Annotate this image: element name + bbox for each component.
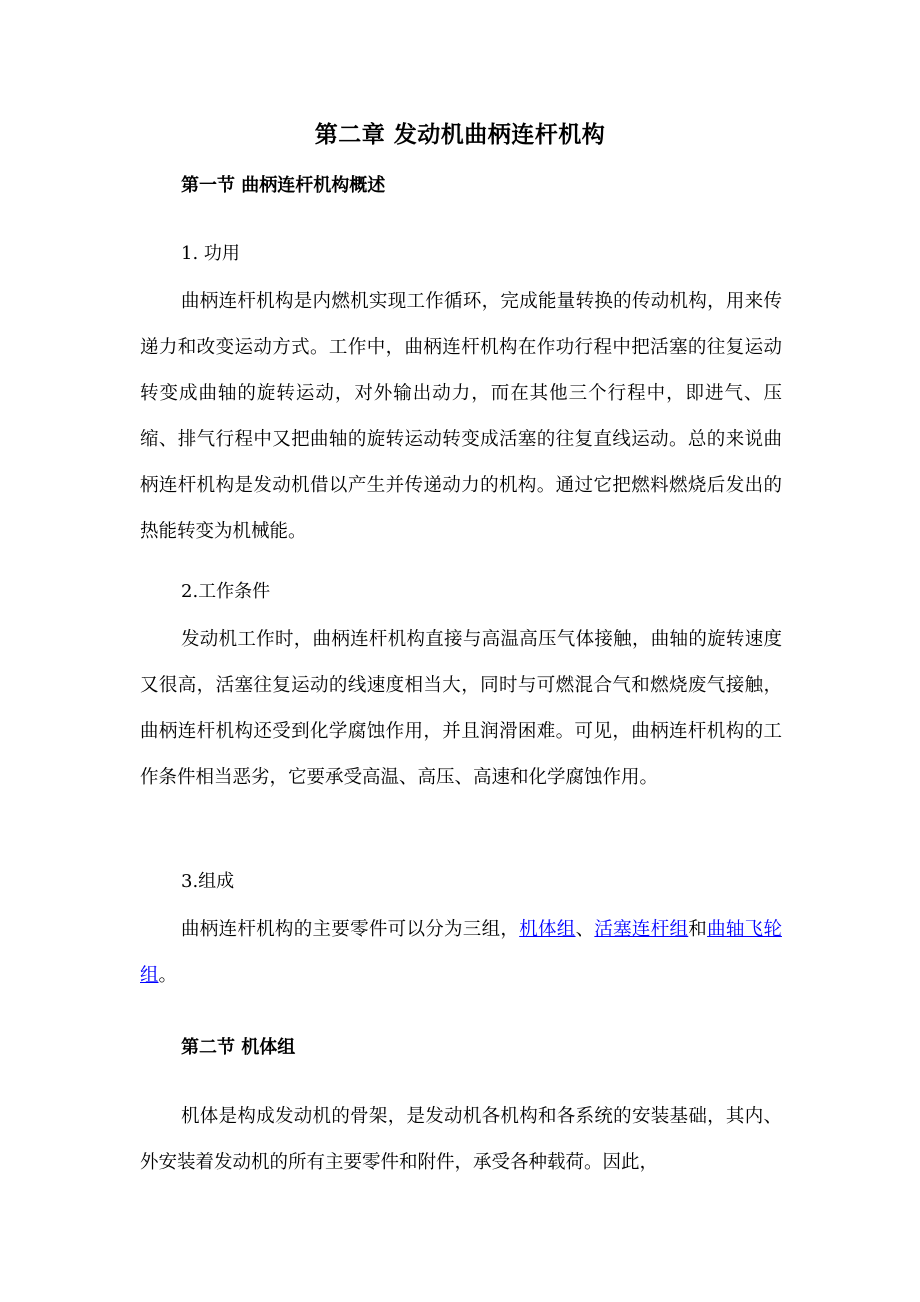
paragraph-composition [140, 907, 782, 999]
link-crankshaft-flywheel-group[interactable]: 曲轴飞轮组 [140, 919, 782, 986]
subheading-function: 1. 功用 [181, 243, 240, 264]
subheading-composition: 3.组成 [181, 871, 235, 892]
composition-text-4: 。 [158, 965, 178, 986]
chapter-title: 第二章 发动机曲柄连杆机构 [314, 122, 606, 148]
link-engine-block-group[interactable]: 机体组 [519, 919, 576, 940]
paragraph-function: 曲柄连杆机构是内燃机实现工作循环，完成能量转换的传动机构，用来传递力和改变运动方式。工作中，曲柄连杆机构在作功行程中把活塞的往复运动转变成曲轴的旋转运动，对外输出动力，而在其他三个行程中，即进气、压缩、排气行程中又把曲轴的旋转运动转变成活塞的往复直线运动。总的来说曲柄连杆机构是发动机借以产生并传递动力的机构。通过它把燃料燃烧后发出的热能转变为机械能。 [140, 291, 782, 542]
link-piston-connecting-rod-group[interactable]: 活塞连杆组 [594, 919, 689, 940]
subheading-working-conditions: 2.工作条件 [181, 581, 271, 602]
composition-text-2: 、 [575, 919, 595, 940]
section-title-2: 第二节 机体组 [181, 1037, 296, 1058]
composition-text-1: 曲柄连杆机构的主要零件可以分为三组， [181, 919, 520, 940]
composition-text-3: 和 [688, 919, 708, 940]
paragraph-working-conditions: 发动机工作时，曲柄连杆机构直接与高温高压气体接触，曲轴的旋转速度又很高，活塞往复运动的线速度相当大，同时与可燃混合气和燃烧废气接触，曲柄连杆机构还受到化学腐蚀作用，并且润滑困难。可见，曲柄连杆机构的工作条件相当恶劣，它要承受高温、高压、高速和化学腐蚀作用。 [140, 629, 782, 788]
paragraph-engine-block: 机体是构成发动机的骨架，是发动机各机构和各系统的安装基础，其内、外安装着发动机的所有主要零件和附件，承受各种载荷。因此， [140, 1106, 782, 1173]
section-title-1: 第一节 曲柄连杆机构概述 [181, 175, 386, 196]
